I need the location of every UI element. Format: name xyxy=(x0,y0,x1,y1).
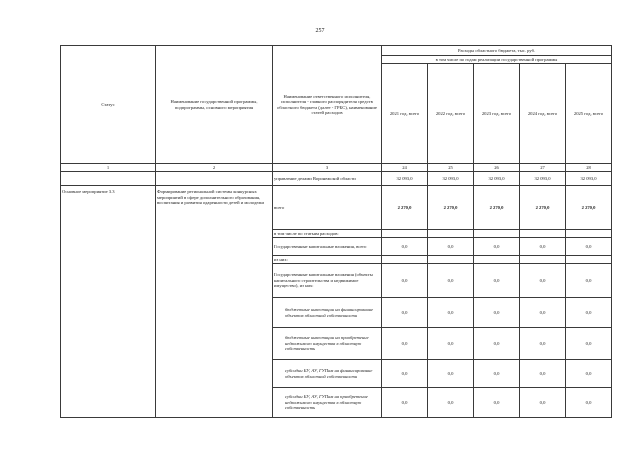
row-value xyxy=(520,256,566,264)
row-value: 0,0 xyxy=(520,264,566,298)
row-value: 0,0 xyxy=(382,238,428,256)
header-status: Статус xyxy=(61,46,156,164)
row-value: 0,0 xyxy=(474,264,520,298)
col-number: 27 xyxy=(520,164,566,172)
row-label: из них: xyxy=(273,256,382,264)
row-value: 0,0 xyxy=(474,238,520,256)
row-value: 0,0 xyxy=(520,388,566,418)
col-number: 26 xyxy=(474,164,520,172)
row-program: Формирование региональной системы конкурсных мероприятий в сфере дополнительного образования, воспитания и развития одаренности детей и молодежи xyxy=(156,186,273,418)
row-label: в том числе по статьям расходов: xyxy=(273,230,382,238)
row-value xyxy=(382,256,428,264)
row-value: 32 093,0 xyxy=(566,172,612,186)
row-value: 2 270,0 xyxy=(428,186,474,230)
row-value: 32 093,0 xyxy=(428,172,474,186)
row-value: 0,0 xyxy=(428,264,474,298)
row-label: субсидии БУ, АУ, ГУПам на финансирование объектов областной собственности xyxy=(273,360,382,388)
row-value: 32 093,0 xyxy=(474,172,520,186)
row-value: 0,0 xyxy=(566,264,612,298)
header-year-2024: 2024 год, всего xyxy=(520,64,566,164)
col-number: 25 xyxy=(428,164,474,172)
row-value: 2 270,0 xyxy=(566,186,612,230)
row-status: Основное мероприятие 3.3 xyxy=(61,186,156,418)
row-label: всего xyxy=(273,186,382,230)
row-value xyxy=(382,230,428,238)
col-number: 2 xyxy=(156,164,273,172)
row-value: 0,0 xyxy=(474,328,520,360)
row-value: 0,0 xyxy=(566,388,612,418)
row-value: 0,0 xyxy=(382,328,428,360)
row-value: 0,0 xyxy=(520,298,566,328)
header-executor: Наименование ответственного исполнителя, исполнителя - главного распорядителя средств областного бюджета (далее - ГРБС), наименование статей расходов xyxy=(273,46,382,164)
row-value: 2 270,0 xyxy=(382,186,428,230)
row-value: 0,0 xyxy=(566,298,612,328)
row-label: бюджетные инвестиции на приобретение недвижимого имущества в областную собственность xyxy=(273,328,382,360)
col-number: 1 xyxy=(61,164,156,172)
row-value xyxy=(474,230,520,238)
row-label: бюджетные инвестиции на финансирование объектов областной собственности xyxy=(273,298,382,328)
row-value: 0,0 xyxy=(474,298,520,328)
row-value: 0,0 xyxy=(566,328,612,360)
table-row xyxy=(61,172,612,186)
row-program xyxy=(156,172,273,186)
header-expenses: Расходы областного бюджета, тыс. руб. xyxy=(382,46,612,56)
row-label: субсидии БУ, АУ, ГУПам на приобретение недвижимого имущества в областную собственность xyxy=(273,388,382,418)
row-value: 0,0 xyxy=(428,388,474,418)
col-number: 3 xyxy=(273,164,382,172)
row-value: 0,0 xyxy=(474,360,520,388)
header-program-name: Наименование государственной программы, подпрограммы, основного мероприятия xyxy=(156,46,273,164)
row-value xyxy=(520,230,566,238)
col-number: 24 xyxy=(382,164,428,172)
row-label: Государственные капитальные вложения (объекты капитального строительства и недвижимое имущество), из них: xyxy=(273,264,382,298)
table-row xyxy=(61,186,612,230)
header-year-2025: 2025 год, всего xyxy=(566,64,612,164)
page-number: 257 xyxy=(315,28,325,34)
row-value xyxy=(428,230,474,238)
header-by-years: в том числе по годам реализации государственной программы xyxy=(382,56,612,64)
col-number: 28 xyxy=(566,164,612,172)
header-year-2023: 2023 год, всего xyxy=(474,64,520,164)
row-status xyxy=(61,172,156,186)
row-value: 0,0 xyxy=(428,328,474,360)
row-value: 0,0 xyxy=(428,238,474,256)
row-value: 32 093,0 xyxy=(382,172,428,186)
row-value: 0,0 xyxy=(382,360,428,388)
row-value: 0,0 xyxy=(428,298,474,328)
row-value: 0,0 xyxy=(382,388,428,418)
row-value xyxy=(566,230,612,238)
row-label: Государственные капитальные вложения, всего xyxy=(273,238,382,256)
row-value: 0,0 xyxy=(566,360,612,388)
budget-table xyxy=(60,45,612,418)
row-value: 0,0 xyxy=(474,388,520,418)
row-value: 2 270,0 xyxy=(520,186,566,230)
header-year-2021: 2021 год, всего xyxy=(382,64,428,164)
header-year-2022: 2022 год, всего xyxy=(428,64,474,164)
row-value: 0,0 xyxy=(428,360,474,388)
row-value: 2 270,0 xyxy=(474,186,520,230)
row-label: управление делами Воронежской области xyxy=(273,172,382,186)
row-value xyxy=(428,256,474,264)
row-value: 0,0 xyxy=(566,238,612,256)
row-value: 32 093,0 xyxy=(520,172,566,186)
row-value: 0,0 xyxy=(520,328,566,360)
row-value: 0,0 xyxy=(382,298,428,328)
row-value: 0,0 xyxy=(520,238,566,256)
row-value xyxy=(474,256,520,264)
row-value xyxy=(566,256,612,264)
row-value: 0,0 xyxy=(520,360,566,388)
row-value: 0,0 xyxy=(382,264,428,298)
